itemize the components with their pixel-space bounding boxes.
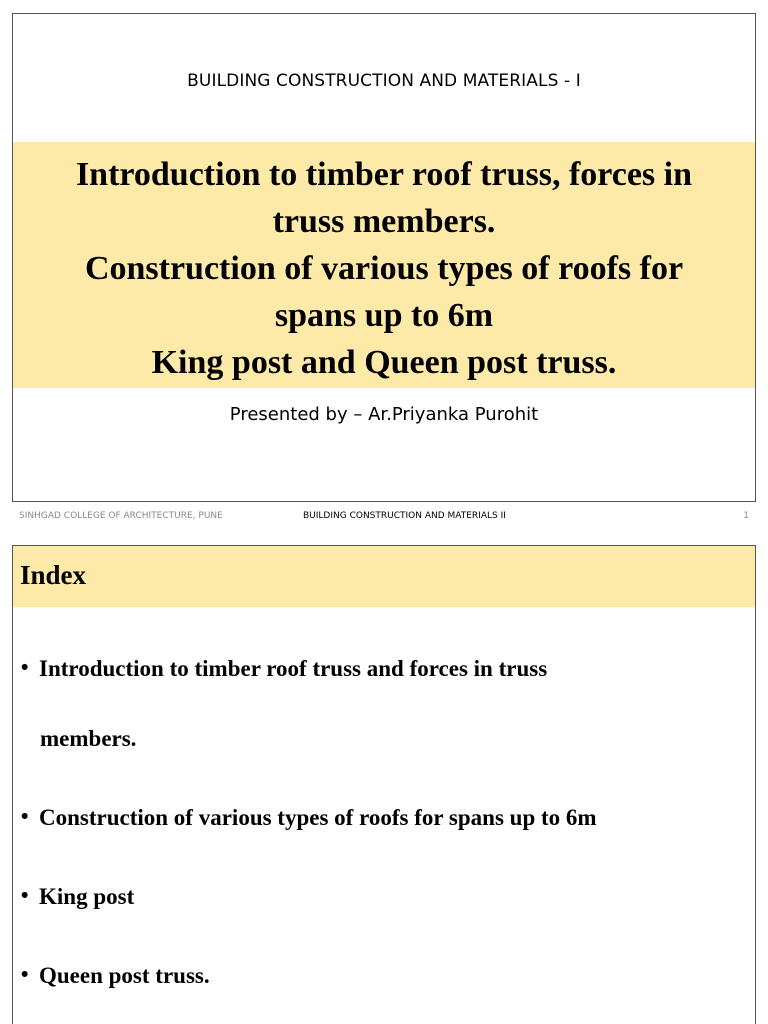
index-slide: [12, 545, 756, 1024]
bullet-icon: •: [21, 656, 29, 679]
footer-institution: SINHGAD COLLEGE OF ARCHITECTURE, PUNE: [19, 511, 223, 521]
list-item: [21, 884, 134, 910]
title-band: [13, 142, 755, 388]
page-number: 1: [743, 511, 749, 521]
list-item-text: Construction of various types of roofs for spans up to 6m: [39, 805, 597, 830]
list-item-continuation: members.: [40, 726, 137, 751]
slide-title-line: spans up to 6m: [274, 297, 494, 334]
bullet-icon: •: [21, 805, 29, 828]
presenter-credit: Presented by – Ar.Priyanka Purohit: [229, 404, 539, 425]
course-title: BUILDING CONSTRUCTION AND MATERIALS - I: [187, 71, 581, 91]
slide-title-line: Introduction to timber roof truss, forces in: [75, 156, 693, 193]
list-item: [21, 963, 210, 989]
list-item-text: Introduction to timber roof truss and forces in truss: [39, 656, 548, 681]
list-item-text: Queen post truss.: [39, 963, 210, 988]
slide-title-line: King post and Queen post truss.: [151, 344, 617, 381]
index-heading-band: [13, 546, 755, 607]
index-heading: Index: [20, 560, 87, 590]
bullet-icon: •: [21, 884, 29, 907]
list-item: [21, 805, 597, 831]
title-slide: [12, 13, 756, 502]
bullet-icon: •: [21, 963, 29, 986]
slide-title-line: Construction of various types of roofs for: [84, 250, 684, 287]
list-item-text: King post: [39, 884, 135, 909]
list-item: [21, 656, 547, 682]
footer-course: BUILDING CONSTRUCTION AND MATERIALS II: [303, 511, 506, 521]
slide-title-line: truss members.: [272, 203, 496, 240]
